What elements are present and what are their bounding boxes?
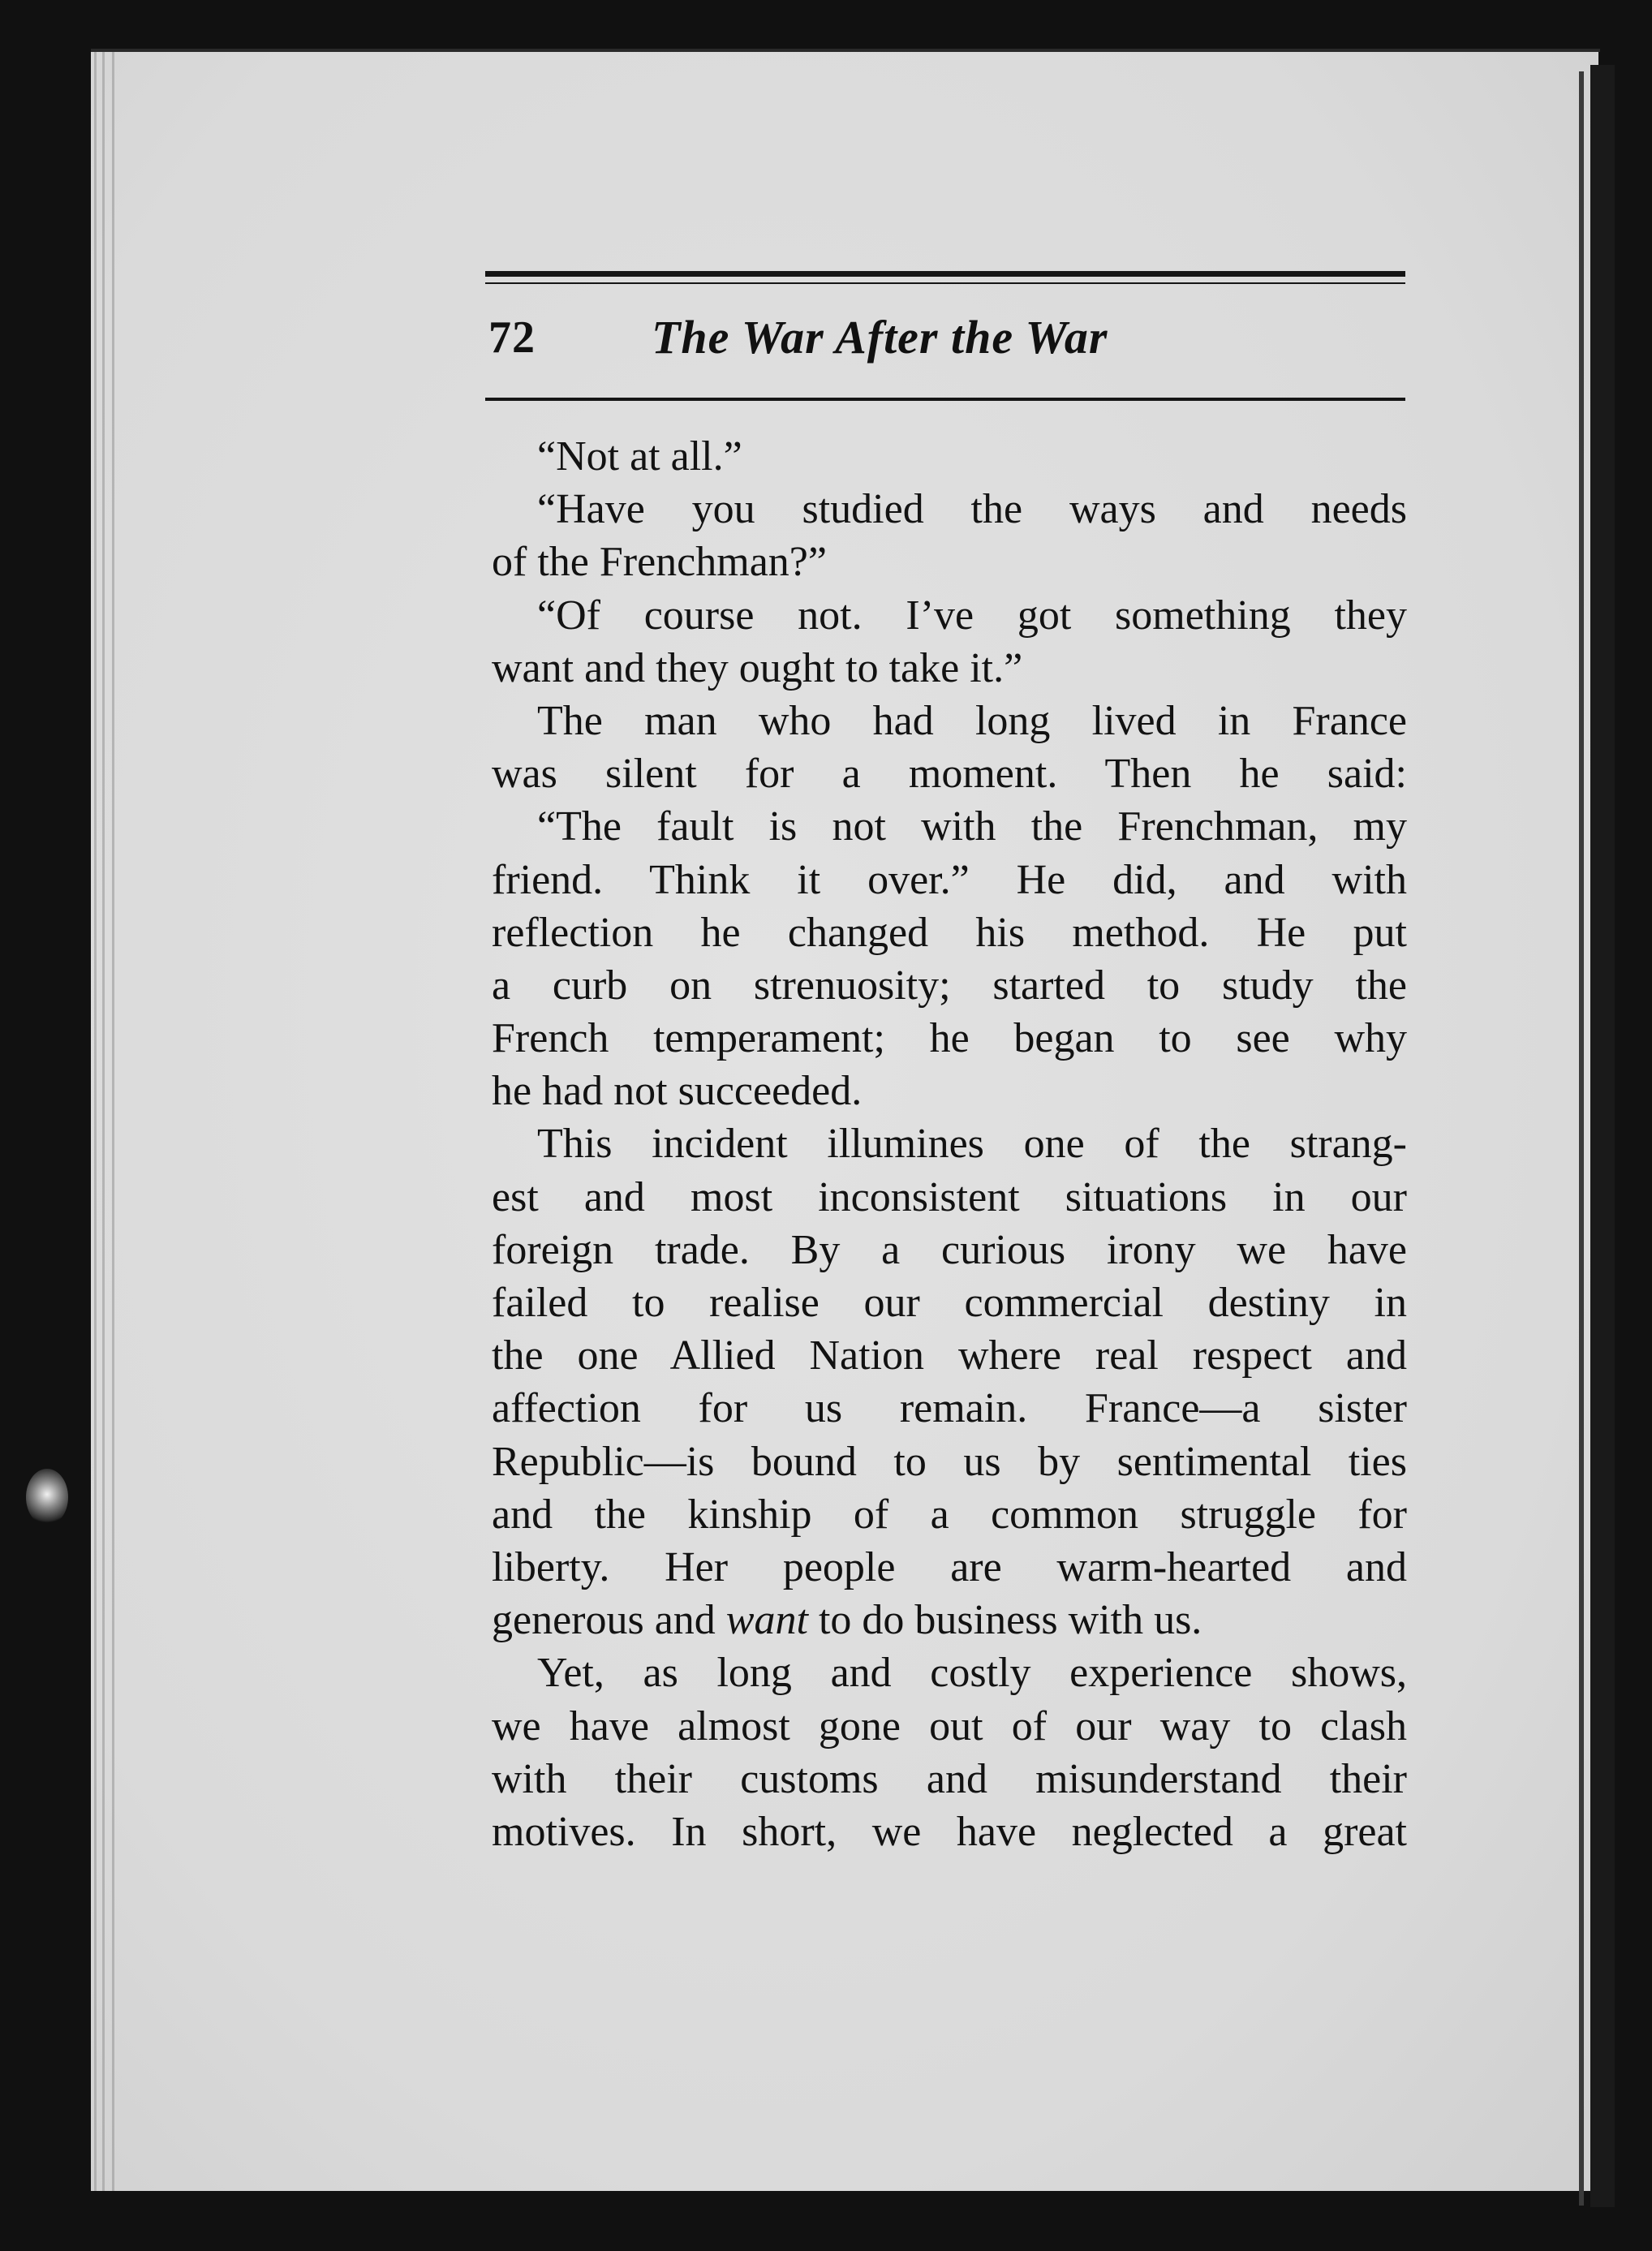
scan-artifact: [26, 1469, 68, 1526]
text-line: “Not at all.”: [537, 433, 742, 480]
text-line: the one Allied Nation where real respect and: [492, 1332, 1407, 1379]
text-line: want and they ought to take it.”: [492, 644, 1023, 691]
text-line: we have almost gone out of our way to clash: [492, 1702, 1407, 1750]
text-line: “Have you studied the ways and needs: [537, 486, 1407, 533]
running-title: The War After the War: [652, 311, 1108, 364]
text-line: reflection he changed his method. He put: [492, 909, 1407, 956]
text-line: liberty. Her people are warm-hearted and: [492, 1543, 1407, 1590]
body-text: [492, 430, 1407, 1858]
text-line: of the Frenchman?”: [492, 539, 827, 586]
binding-edge: [102, 50, 105, 2191]
page-top-edge: [91, 49, 1600, 52]
page-right-shadow: [1590, 65, 1615, 2207]
text-run: to do business with us.: [818, 1597, 1202, 1644]
text-line: he had not succeeded.: [492, 1068, 863, 1115]
header-rule-top-thin: [485, 282, 1405, 284]
text-line: with their customs and misunderstand their: [492, 1755, 1407, 1802]
text-line: foreign trade. By a curious irony we have: [492, 1226, 1407, 1273]
text-line: affection for us remain. France—a sister: [492, 1385, 1407, 1432]
text-line: a curb on strenuosity; started to study the: [492, 962, 1407, 1009]
text-line: and the kinship of a common struggle for: [492, 1491, 1407, 1538]
text-run: generous and: [492, 1597, 716, 1644]
text-line: Yet, as long and costly experience shows,: [537, 1650, 1407, 1697]
text-line: This incident illumines one of the strang-: [537, 1121, 1407, 1168]
header-rule-bottom: [485, 398, 1405, 401]
text-line: was silent for a moment. Then he said:: [492, 751, 1407, 798]
text-line: est and most inconsistent situations in our: [492, 1173, 1407, 1220]
italic-emphasis: want: [725, 1597, 808, 1644]
header-rule-top: [485, 271, 1405, 277]
text-line: Republic—is bound to us by sentimental ties: [492, 1438, 1407, 1485]
binding-edge: [94, 50, 97, 2191]
running-header: [485, 307, 1405, 380]
text-line-mixed: [492, 1594, 1407, 1646]
page-right-edge: [1579, 71, 1584, 2206]
text-line: French temperament; he began to see why: [492, 1015, 1407, 1062]
page-number: 72: [488, 312, 536, 363]
text-line: friend. Think it over.” He did, and with: [492, 856, 1407, 903]
text-line: “The fault is not with the Frenchman, my: [537, 803, 1407, 850]
text-line: “Of course not. I’ve got something they: [537, 592, 1407, 639]
text-line: failed to realise our commercial destiny in: [492, 1280, 1407, 1326]
text-line: The man who had long lived in France: [537, 697, 1407, 744]
binding-edge: [112, 50, 114, 2191]
text-line: motives. In short, we have neglected a great: [492, 1808, 1407, 1855]
